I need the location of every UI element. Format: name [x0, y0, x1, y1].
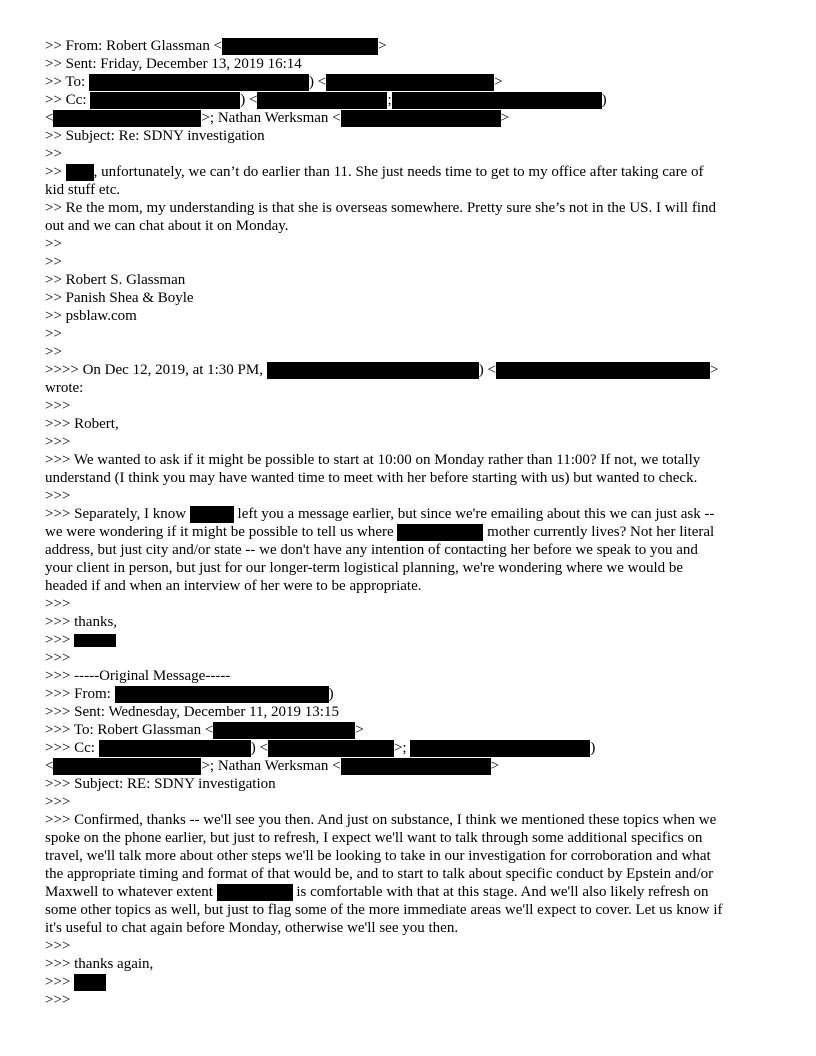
quoted-text: mother currently lives? Not her literal	[483, 524, 715, 540]
redaction-box	[99, 740, 251, 757]
quoted-line: >>> We wanted to ask if it might be possible to start at 10:00 on Monday rather than 11:00? If not, we totally	[45, 452, 701, 468]
redaction-box	[410, 740, 590, 757]
original-to	[45, 722, 364, 739]
cc2-start: <	[45, 758, 54, 774]
signature-website: >> psblaw.com	[45, 308, 137, 324]
original-line: >>> Confirmed, thanks -- we'll see you then. And just on substance, I think we mentioned these topics when we	[45, 812, 717, 828]
redaction-box	[74, 634, 116, 647]
to-mid: ) <	[308, 74, 327, 90]
original-text: is comfortable with that at this stage. And we'll also likely refresh on	[292, 884, 709, 900]
original-line: the appropriate timing and format of that would be, and to start to talk about specific conduct by Epstein and/or	[45, 866, 714, 882]
quoted-line: address, but just city and/or state -- we don't have any intention of contacting her before we speak to you and	[45, 542, 698, 558]
cc-label: >>> Cc:	[45, 740, 99, 756]
original-text: Maxwell to whatever extent	[45, 884, 217, 900]
signature-firm: >> Panish Shea & Boyle	[45, 290, 194, 306]
to-end: >	[494, 74, 503, 90]
redaction-box	[66, 164, 94, 181]
quote-prefix: >>	[45, 164, 66, 180]
quoted-line: your client in person, but just for our longer-term logistical planning, we're wondering where we would be	[45, 560, 684, 576]
quote-marker: >>>	[45, 992, 71, 1008]
quoted-thanks: >>> thanks,	[45, 614, 118, 630]
quoted-line: headed if and when an interview of her were to be appropriate.	[45, 578, 422, 594]
quote-marker: >>	[45, 236, 62, 252]
signature-name: >> Robert S. Glassman	[45, 272, 186, 288]
redaction-box	[89, 74, 309, 91]
to-label: >>> To: Robert Glassman <	[45, 722, 214, 738]
redaction-box	[213, 722, 355, 739]
quoted-text: left you a message earlier, but since we're emailing about this we can just ask --	[233, 506, 715, 522]
redaction-box	[268, 740, 394, 757]
original-line: it's useful to chat again before Monday, otherwise we'll see you then.	[45, 920, 459, 936]
cc-end: )	[601, 92, 607, 108]
quote-marker: >>>	[45, 398, 71, 414]
original-from	[45, 686, 334, 703]
quoted-wrote: wrote:	[45, 380, 84, 396]
redaction-box	[326, 74, 494, 91]
quote-marker: >>	[45, 326, 62, 342]
to-label: >> To:	[45, 74, 89, 90]
cc2-werksman: >; Nathan Werksman <	[201, 110, 341, 126]
redaction-box	[217, 884, 293, 901]
redaction-box	[190, 506, 234, 523]
original-line: spoke on the phone earlier, but just to refresh, I expect we'll want to talk through some additional specifics on	[45, 830, 703, 846]
quoted-line	[45, 506, 715, 523]
redaction-box	[53, 110, 201, 127]
on-end: >	[709, 362, 719, 378]
original-line: travel, we'll talk more about other steps we'll be looking to take in our investigation for corroboration and what	[45, 848, 711, 864]
original-subject: >>> Subject: RE: SDNY investigation	[45, 776, 276, 792]
original-line: some other topics as well, but just to flag some of the more immediate areas we'll expect to cover. Let us know if	[45, 902, 723, 918]
from-label: >>> From:	[45, 686, 115, 702]
redaction-box	[90, 92, 240, 109]
redaction-box	[257, 92, 387, 109]
redaction-box	[397, 524, 483, 541]
quoted-greeting: >>> Robert,	[45, 416, 119, 432]
redaction-box	[74, 974, 106, 991]
reply-line: kid stuff etc.	[45, 182, 121, 198]
quoted-line	[45, 524, 714, 541]
redaction-box	[267, 362, 479, 379]
quoted-line: understand (I think you may have wanted time to meet with her before starting with us) but wanted to check.	[45, 470, 698, 486]
cc-mid: ) <	[250, 740, 268, 756]
to-end: >	[355, 722, 364, 738]
original-message-separator: >>> -----Original Message-----	[45, 668, 231, 684]
cc2-end: >	[500, 110, 510, 126]
original-signature	[45, 974, 106, 991]
cc-label: >> Cc:	[45, 92, 91, 108]
quoted-signature	[45, 632, 116, 649]
reply-line: >> Re the mom, my understanding is that she is overseas somewhere. Pretty sure she’s not in the US. I will find	[45, 200, 716, 216]
original-sent: >>> Sent: Wednesday, December 11, 2019 13:15	[45, 704, 339, 720]
reply-line: out and we can chat about it on Monday.	[45, 218, 289, 234]
cc-mid: ;	[387, 92, 392, 108]
original-thanks: >>> thanks again,	[45, 956, 154, 972]
quoted-on-line	[45, 362, 718, 379]
cc2-end: >	[490, 758, 500, 774]
quoted-text: we were wondering if it might be possible to tell us where	[45, 524, 398, 540]
header-cc-cont	[45, 110, 509, 127]
quote-marker: >>>	[45, 434, 71, 450]
from-end: )	[328, 686, 334, 702]
quote-prefix: >>>	[45, 632, 75, 648]
on-prefix: >>>> On Dec 12, 2019, at 1:30 PM,	[45, 362, 267, 378]
cc-mid: >;	[393, 740, 411, 756]
original-cc	[45, 740, 595, 757]
header-subject: >> Subject: Re: SDNY investigation	[45, 128, 265, 144]
redaction-box	[496, 362, 710, 379]
quote-marker: >>>	[45, 596, 71, 612]
quote-marker: >>>	[45, 650, 71, 666]
cc2-start: <	[45, 110, 54, 126]
quote-marker: >>>	[45, 938, 71, 954]
quote-marker: >>	[45, 344, 62, 360]
redaction-box	[53, 758, 201, 775]
quote-marker: >>>	[45, 794, 71, 810]
redaction-box	[341, 110, 501, 127]
cc-end: )	[590, 740, 596, 756]
cc2-werksman: >; Nathan Werksman <	[201, 758, 341, 774]
from-end: >	[378, 38, 387, 54]
original-cc-cont	[45, 758, 499, 775]
reply-text: , unfortunately, we can’t do earlier than 11. She just needs time to get to my office after taking care of	[93, 164, 704, 180]
quote-marker: >>>	[45, 488, 71, 504]
redaction-box	[341, 758, 491, 775]
reply-line	[45, 164, 703, 181]
redaction-box	[392, 92, 602, 109]
quote-prefix: >>>	[45, 974, 75, 990]
header-to	[45, 74, 503, 91]
cc-mid: ) <	[240, 92, 258, 108]
quoted-text: >>> Separately, I know	[45, 506, 190, 522]
header-from	[45, 38, 387, 55]
from-label: >> From: Robert Glassman <	[45, 38, 223, 54]
quote-marker: >>	[45, 254, 62, 270]
redaction-box	[222, 38, 378, 55]
quote-marker: >>	[45, 146, 62, 162]
on-mid: ) <	[478, 362, 496, 378]
redaction-box	[115, 686, 329, 703]
original-line	[45, 884, 709, 901]
header-sent: >> Sent: Friday, December 13, 2019 16:14	[45, 56, 302, 72]
header-cc	[45, 92, 607, 109]
